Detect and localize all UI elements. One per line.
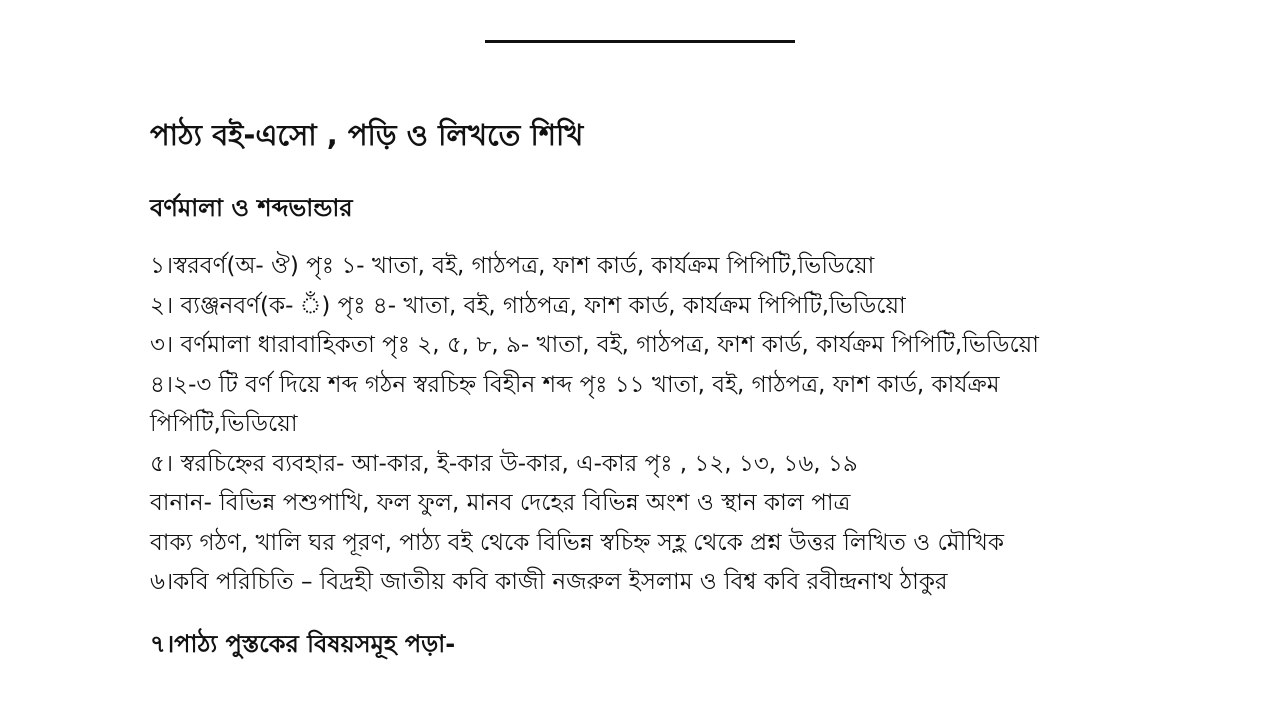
content-line-5: পিপিটি,ভিডিয়ো — [150, 411, 298, 437]
document-page — [150, 112, 1260, 664]
top-rule-divider — [485, 40, 795, 43]
content-line-4: ৪।২-৩ টি বর্ণ দিয়ে শব্দ গঠন স্বরচিহ্ন বিহীন শব্দ পৃঃ ১১ খাতা, বই, গাঠপত্র, ফাশ কার্ড, কার্যক্রম — [150, 371, 1000, 398]
content-line-9: ৬।কবি পরিচিতি – বিদ্রহী জাতীয় কবি কাজী নজরুল ইসলাম ও বিশ্ব কবি রবীন্দ্রনাথ ঠাকুর — [150, 569, 948, 595]
content-line-8: বাক্য গঠণ, খালি ঘর পূরণ, পাঠ্য বই থেকে বিভিন্ন স্বচিহ্ন সহ্ল থেকে প্রশ্ন উত্তর লিখিত ও মৌখিক — [150, 529, 1004, 556]
section-heading: বর্ণমালা ও শব্দভান্ডার — [150, 194, 353, 222]
item-7-heading: ৭।পাঠ্য পুস্তকের বিষয়সমূহ পড়া- — [150, 629, 456, 658]
content-line-7: বানান- বিভিন্ন পশুপাখি, ফল ফুল, মানব দেহের বিভিন্ন অংশ ও স্থান কাল পাত্র — [150, 490, 851, 516]
content-line-6: ৫। স্বরচিহ্নের ব্যবহার- আ-কার, ই-কার উ-কার, এ-কার পৃঃ , ১২, ১৩, ১৬, ১৯ — [150, 450, 858, 477]
content-line-1: ১।স্বরবর্ণ(অ- ঔ) পৃঃ ১- খাতা, বই, গাঠপত্র, ফাশ কার্ড, কার্যক্রম পিপিটি,ভিডিয়ো — [150, 253, 875, 279]
document-title: পাঠ্য বই-এসো , পড়ি ও লিখতে শিখি — [150, 118, 584, 152]
content-lines — [150, 247, 1260, 603]
content-line-2: ২। ব্যঞ্জনবর্ণ(ক- ঁ) পৃঃ ৪- খাতা, বই, গাঠপত্র, ফাশ কার্ড, কার্যক্রম পিপিটি,ভিডিয়ো — [150, 292, 906, 319]
content-line-3: ৩। বর্ণমালা ধারাবাহিকতা পৃঃ ২, ৫, ৮, ৯- খাতা, বই, গাঠপত্র, ফাশ কার্ড, কার্যক্রম পিপিটি,ভিডিয়ো — [150, 332, 1039, 358]
